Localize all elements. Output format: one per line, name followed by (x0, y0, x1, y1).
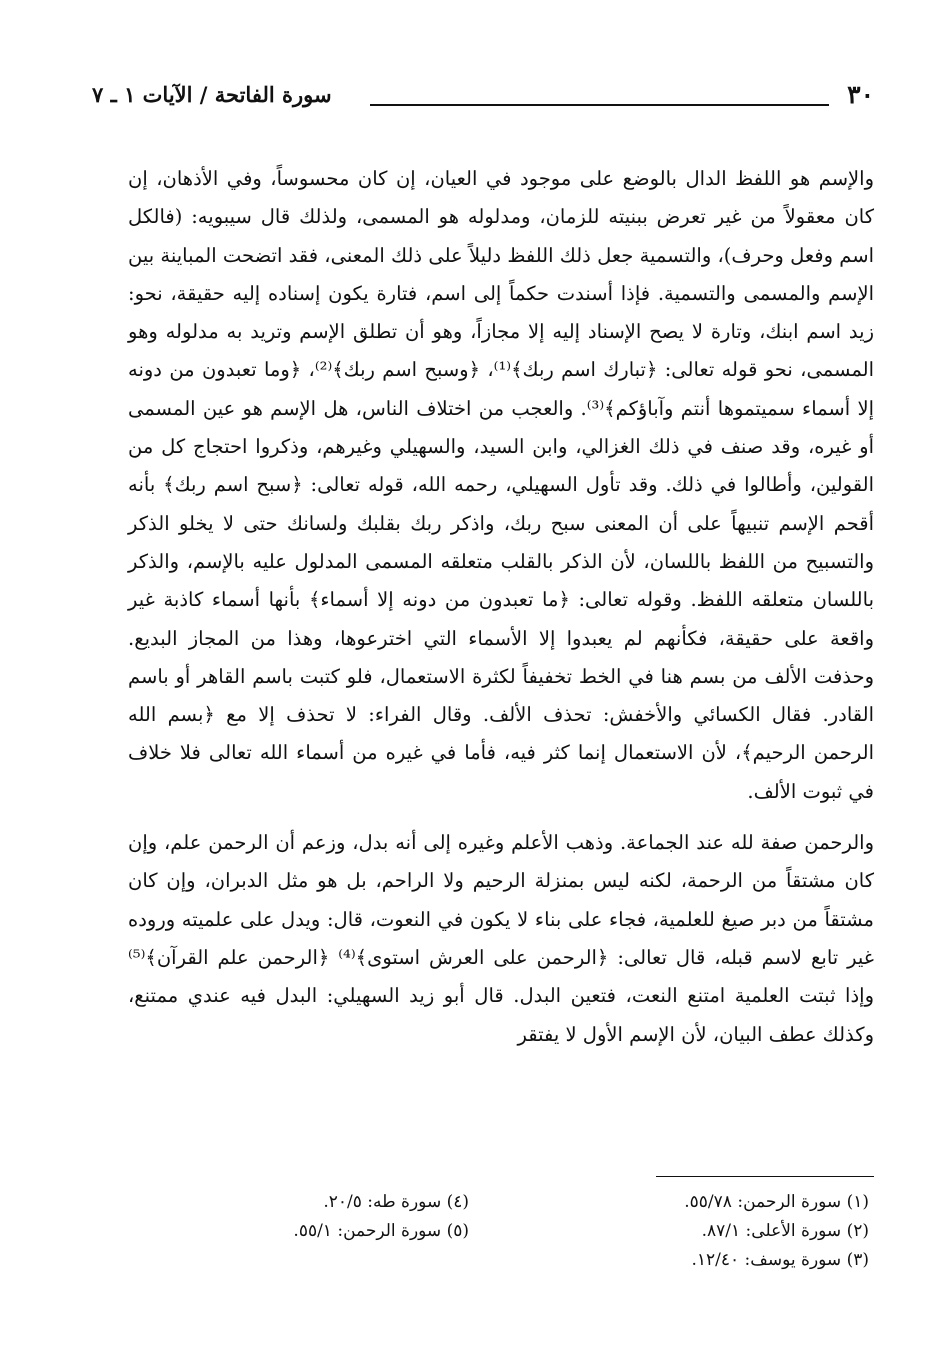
footnote: (٤) سورة طه: ٢٠/٥. (323, 1192, 469, 1212)
footnote: (٥) سورة الرحمن: ٥٥/١. (293, 1221, 469, 1241)
running-title: سورة الفاتحة / الآيات ١ ـ ٧ (92, 82, 332, 107)
footnote: (١) سورة الرحمن: ٥٥/٧٨. (684, 1192, 869, 1212)
footnote: (٣) سورة يوسف: ١٢/٤٠. (691, 1250, 869, 1270)
header-rule (370, 104, 829, 106)
page-number: ٣٠ (847, 80, 874, 109)
footnote: (٢) سورة الأعلى: ٨٧/١. (701, 1221, 869, 1241)
main-text (128, 160, 874, 1054)
footnotes-column-right (449, 1188, 869, 1275)
footnote-separator (656, 1176, 874, 1177)
footnotes-column-left (169, 1188, 469, 1246)
paragraph: والإسم هو اللفظ الدال بالوضع على موجود في العيان، إن كان محسوساً، وفي الأذهان، إن كان معقولاً من غير تعرض ببنيته للزمان، ومدلوله هو المسمى، ولذلك قال سيبويه: (فالكل اسم وفعل وحرف)، والتسمية جعل ذلك اللفظ دليلاً على ذلك المعنى، فقد اتضحت المباينة بين الإسم والمسمى والتسمية. فإذا أسندت حكماً إلى اسم، فتارة يكون إسناده إليه حقيقة، نحو: زيد اسم ابنك، وتارة لا يصح الإسناد إليه إلا مجازاً، وهو أن تطلق الإسم وتريد به مدلوله وهو المسمى، نحو قوله تعالى: ﴿تبارك اسم ربك﴾⁽¹⁾، ﴿وسبح اسم ربك﴾⁽²⁾، ﴿وما تعبدون من دونه إلا أسماء سميتموها أنتم وآباؤكم﴾⁽³⁾. والعجب من اختلاف الناس، هل الإسم هو عين المسمى أو غيره، وقد صنف في ذلك الغزالي، وابن السيد، والسهيلي وغيرهم، وذكروا احتجاج كل من القولين، وأطالوا في ذلك. وقد تأول السهيلي، رحمه الله، قوله تعالى: ﴿سبح اسم ربك﴾ بأنه أقحم الإسم تنبيهاً على أن المعنى سبح ربك، واذكر ربك بقلبك ولسانك حتى لا يخلو الذكر والتسبيح من اللفظ باللسان، لأن الذكر بالقلب متعلقه المسمى المدلول عليه بالإسم، والذكر باللسان متعلقه اللفظ. وقوله تعالى: ﴿ما تعبدون من دونه إلا أسماء﴾ بأنها أسماء كاذبة غير واقعة على حقيقة، فكأنهم لم يعبدوا إلا الأسماء التي اخترعوها، وهذا من المجاز البديع. وحذفت الألف من بسم هنا في الخط تخفيفاً لكثرة الاستعمال، فلو كتبت باسم القاهر أو باسم القادر. فقال الكسائي والأخفش: تحذف الألف. وقال الفراء: لا تحذف إلا مع ﴿بسم الله الرحمن الرحيم﴾، لأن الاستعمال إنما كثر فيه، فأما في غيره من أسماء الله تعالى فلا خلاف في ثبوت الألف. (128, 167, 875, 803)
paragraph: والرحمن صفة لله عند الجماعة. وذهب الأعلم وغيره إلى أنه بدل، وزعم أن الرحمن علم، وإن كان مشتقاً من الرحمة، لكنه ليس بمنزلة الرحيم ولا الراحم، بل هو مثل الدبران، وإن كان مشتقاً من دبر صيغ للعلمية، فجاء على بناء لا يكون في النعوت، قال: ويدل على علميته وروده غير تابع لاسم قبله، قال تعالى: ﴿الرحمن على العرش استوى﴾⁽⁴⁾ ﴿الرحمن علم القرآن﴾⁽⁵⁾ وإذا ثبتت العلمية امتنع النعت، فتعين البدل. قال أبو زيد السهيلي: البدل فيه عندي ممتنع، وكذلك عطف البيان، لأن الإسم الأول لا يفتقر (128, 831, 875, 1046)
page-header (92, 80, 874, 120)
